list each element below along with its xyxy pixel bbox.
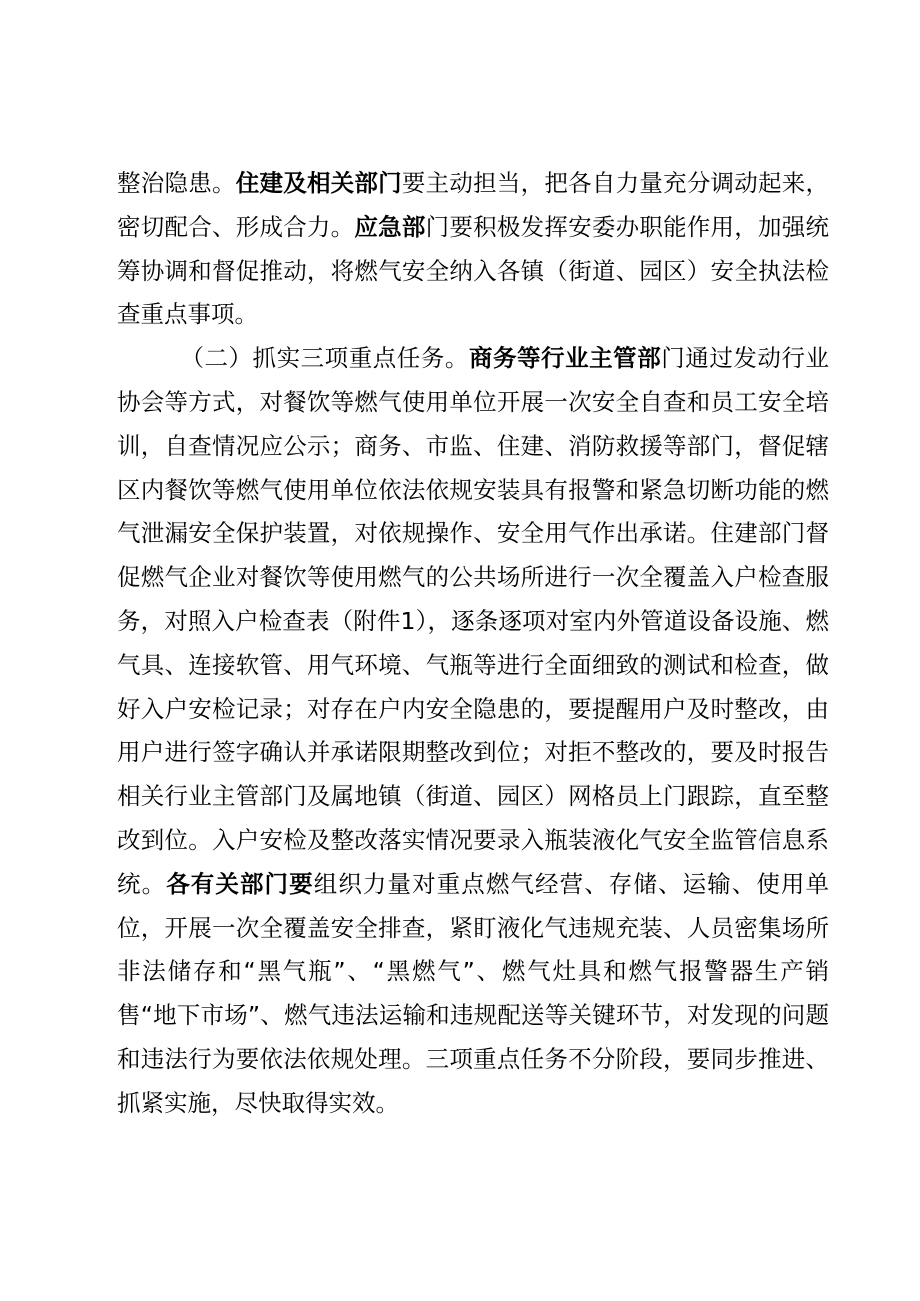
bold-text-segment: 各有关部门要 bbox=[166, 869, 314, 898]
paragraph-1 bbox=[117, 162, 829, 337]
section-heading-text: （二）抓实三项重点任务。 bbox=[180, 344, 469, 373]
bold-text-segment: 商务等行业主管部 bbox=[468, 344, 662, 373]
document-body bbox=[117, 162, 829, 1126]
text-segment: 组织力量对重点燃气经营、存储、运输、使用单位，开展一次全覆盖安全排查，紧盯液化气违规充装、人员密集场所非法储存和“黑气瓶”、“黑燃气”、燃气灶具和燃气报警器生产销售“地下市场”、燃气违法运输和违规配送等关键环节，对发现的问题和违法行为要依法依规处理。三项重点任务不分阶段，要同步推进、抓紧实施，尽快取得实效。 bbox=[117, 869, 830, 1117]
text-segment: 门要积极发挥安委办职能作用，加强统筹协调和督促推动，将燃气安全纳入各镇（街道、园区）安全执法检查重点事项。 bbox=[117, 212, 830, 329]
paragraph-2 bbox=[117, 337, 829, 1125]
bold-text-segment: 住建及相关部门 bbox=[235, 169, 402, 197]
bold-text-segment: 应急部 bbox=[354, 212, 426, 241]
text-segment: 整治隐患。 bbox=[117, 169, 236, 197]
text-segment: 门通过发动行业协会等方式，对餐饮等燃气使用单位开展一次安全自查和员工安全培训，自查情况应公示；商务、市监、住建、消防救援等部门，督促辖区内餐饮等燃气使用单位依法依规安装具有报警和紧急切断功能的燃气泄漏安全保护装置，对依规操作、安全用气作出承诺。住建部门督促燃气企业对餐饮等使用燃气的公共场所进行一次全覆盖入户检查服务，对照入户检查表（附件1），逐条逐项对室内外管道设备设施、燃气具、连接软管、用气环境、气瓶等进行全面细致的测试和检查，做好入户安检记录；对存在户内安全隐患的，要提醒用户及时整改，由用户进行签字确认并承诺限期整改到位；对拒不整改的，要及时报告相关行业主管部门及属地镇（街道、园区）网格员上门跟踪，直至整改到位。入户安检及整改落实情况要录入瓶装液化气安全监管信息系统。 bbox=[117, 344, 830, 898]
text-segment: 要主动担当，把各自力量充分调动起来，密切配合、形成合力。 bbox=[117, 169, 830, 241]
